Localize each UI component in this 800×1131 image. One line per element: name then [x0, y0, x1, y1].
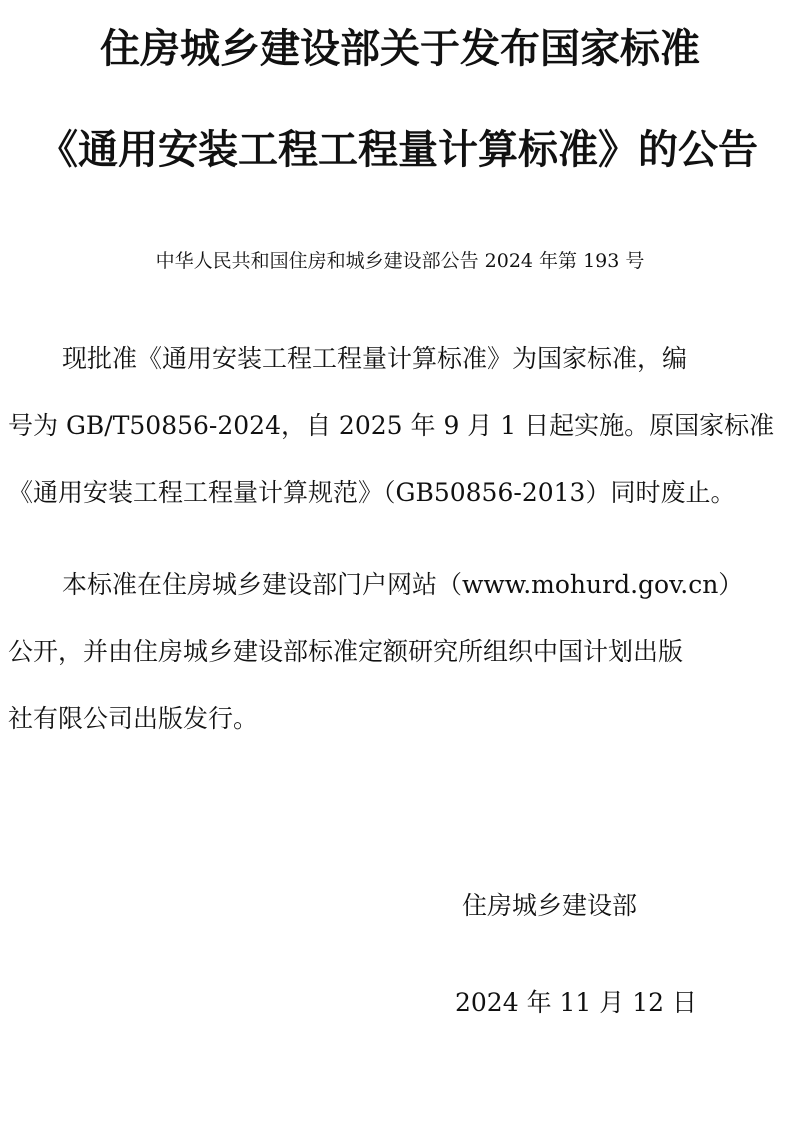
paragraph-line: 社有限公司出版发行。	[8, 704, 259, 733]
title-line-2: 《通用安装工程工程量计算标准》的公告	[38, 127, 758, 173]
issuer-signature: 住房城乡建设部	[462, 891, 638, 920]
paragraph-line: 现批准《通用安装工程工程量计算标准》为国家标准，编	[62, 344, 688, 373]
paragraph-line: 《通用安装工程工程量计算规范》（GB50856-2013）同时废止。	[8, 478, 736, 507]
paragraph-line: 公开，并由住房城乡建设部标准定额研究所组织中国计划出版	[8, 637, 684, 666]
issue-date: 2024 年 11 月 12 日	[455, 988, 697, 1017]
paragraph-approval	[8, 325, 788, 526]
title-line-1: 住房城乡建设部关于发布国家标准	[100, 26, 700, 72]
paragraph-publication	[8, 551, 788, 752]
paragraph-line: 号为 GB/T50856-2024，自 2025 年 9 月 1 日起实施。原国家标准	[8, 411, 775, 440]
paragraph-line: 本标准在住房城乡建设部门户网站（www.mohurd.gov.cn）	[62, 570, 744, 599]
announcement-number: 中华人民共和国住房和城乡建设部公告 2024 年第 193 号	[155, 250, 645, 272]
